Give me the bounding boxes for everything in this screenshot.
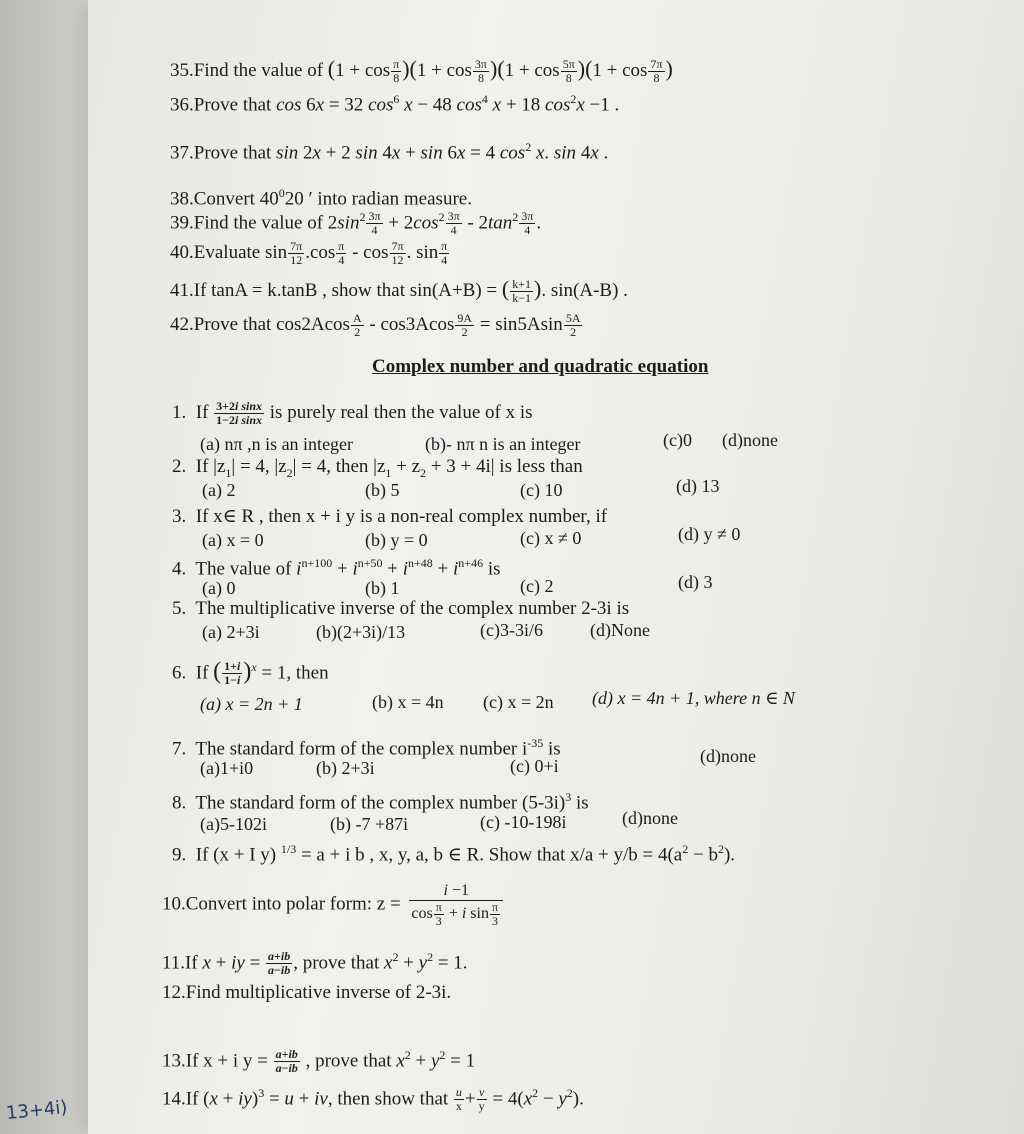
q3-option-a: (a) x = 0 [202,530,264,550]
complex-question-12: 12.Find multiplicative inverse of 2-3i. [162,982,452,1003]
q1-option-b: (b)- nπ n is an integer [425,434,581,454]
q1-option-d: (d)none [722,430,778,450]
q3-option-c: (c) x ≠ 0 [520,528,582,548]
q3-option-b: (b) y = 0 [365,530,428,550]
q8-option-c: (c) -10-198i [480,812,567,832]
q4-option-c: (c) 2 [520,576,554,596]
complex-question-5: 5. The multiplicative inverse of the complex number 2-3i is [172,598,630,619]
q6-option-d: (d) x = 4n + 1, where n ∈ N [592,688,795,708]
q1-option-a: (a) nπ ,n is an integer [200,434,354,454]
question-41: 41.If tanA = k.tanB , show that sin(A+B) = ( $\frac{k+1}{k-1}$ ). sin(A-B) . [170,276,628,306]
complex-question-6: 6. If ( $\frac{1+i}{1-i}$ )$^x$ = 1, then [172,658,329,688]
question-40: 40.Evaluate sin $\frac{7\pi}{12}$ .cos $\frac{\pi}{4}$ - cos $\frac{7\pi}{12}$ . sin $\frac{\pi}{4}$ [170,239,448,267]
q8-option-b: (b) -7 +87i [330,814,409,834]
complex-question-14: 14.If (x + iy)$^3$ = u + iv, then show that $\frac{u}{x}$ + $\frac{v}{y}$ = $4(x^2 - y^2)$. [162,1085,584,1114]
q4-option-d: (d) 3 [678,572,713,592]
q5-option-c: (c)3-3i/6 [480,620,543,640]
q2-option-d: (d) 13 [676,476,720,496]
complex-question-11: 11.If x + iy = $\frac{a+ib}{a-ib}$ , prove that $x^2 + y^2 = 1$. [162,949,468,978]
q5-option-a: (a) 2+3i [202,622,260,642]
complex-question-1: 1. If $\frac{\text{3+2i sinx}}{\text{1−2i sinx}}$ is purely real then the value of x is [172,399,533,427]
q2-option-b: (b) 5 [365,480,400,500]
complex-question-4: 4. The value of $i^{n+100} + i^{n+50} + i^{n+48} + i^{n+46}$ is [172,556,501,580]
question-35: 35.Find the value of (1 + cos $\frac{\pi}{8}$ )(1 + cos $\frac{3\pi}{8}$ )(1 + cos $\frac{5\pi}{8}$ )(1 + cos $\frac{7\pi}{8}$ ) [170,56,673,86]
question-39: 39.Find the value of $2\sin^2$ $\frac{3\pi}{4}$ + $2\cos^2$ $\frac{3\pi}{4}$ - $2\tan^2$ $\frac{3\pi}{4}$ . [170,209,542,238]
q8-option-a: (a)5-102i [200,814,267,834]
q6-option-c: (c) x = 2n [483,692,554,712]
q7-option-c: (c) 0+i [510,756,559,776]
margin-note: 13+4i) [5,1096,69,1125]
q6-option-a: (a) x = 2n + 1 [200,694,303,714]
q5-option-b: (b)(2+3i)/13 [316,622,406,642]
complex-question-9: 9. If (x + I y) $^{1/3}$ = a + i b , x, y, a, b ∈ R. Show that $x/a + y/b = 4(a^2 - b^2)$. [172,842,736,866]
q6-option-b: (b) x = 4n [372,692,444,712]
q4-option-b: (b) 1 [365,578,400,598]
book-edge [0,0,92,1134]
complex-question-7: 7. The standard form of the complex number $i^{-35}$ is [172,736,561,760]
q3-option-d: (d) y ≠ 0 [678,524,741,544]
q2-option-c: (c) 10 [520,480,563,500]
q1-option-c: (c)0 [663,430,692,450]
q7-option-a: (a)1+i0 [200,758,254,778]
q7-option-d: (d)none [700,746,756,766]
complex-question-13: 13.If x + i y = $\frac{a+ib}{a-ib}$ , prove that $x^2 + y^2 = 1$ [162,1047,476,1076]
section-heading: Complex number and quadratic equation [372,356,709,377]
complex-question-3: 3. If x∈ R , then x + i y is a non-real complex number, if [172,506,608,527]
q2-option-a: (a) 2 [202,480,236,500]
question-37: 37.Prove that sin 2x + 2 sin 4x + sin 6x = 4 $\cos^2 x$. sin 4x . [170,140,609,164]
q4-option-a: (a) 0 [202,578,236,598]
q7-option-b: (b) 2+3i [316,758,375,778]
complex-question-8: 8. The standard form of the complex number $(5-3i)^3$ is [172,790,589,814]
question-38: 38.Convert $40^020$ ′ into radian measure. [170,186,472,210]
complex-question-10: 10.Convert into polar form: z = i −1 cos $\frac{\pi}{3}$ + i sin $\frac{\pi}{3}$ [162,882,504,928]
question-42: 42.Prove that cos2Acos $\frac{A}{2}$ - cos3Acos $\frac{9A}{2}$ = sin5Asin $\frac{5A}{2}$ [170,311,581,339]
complex-question-2: 2. If $|z_1| = 4$, $|z_2| = 4$, then $|z_1 + z_2 + 3 + 4i|$ is less than [172,456,583,480]
q8-option-d: (d)none [622,808,678,828]
q5-option-d: (d)None [590,620,650,640]
question-36: 36.Prove that cos 6x = 32 $\cos^6 x - 48$ $\cos^4 x + 18$ $\cos^2x -1$ . [170,92,620,116]
